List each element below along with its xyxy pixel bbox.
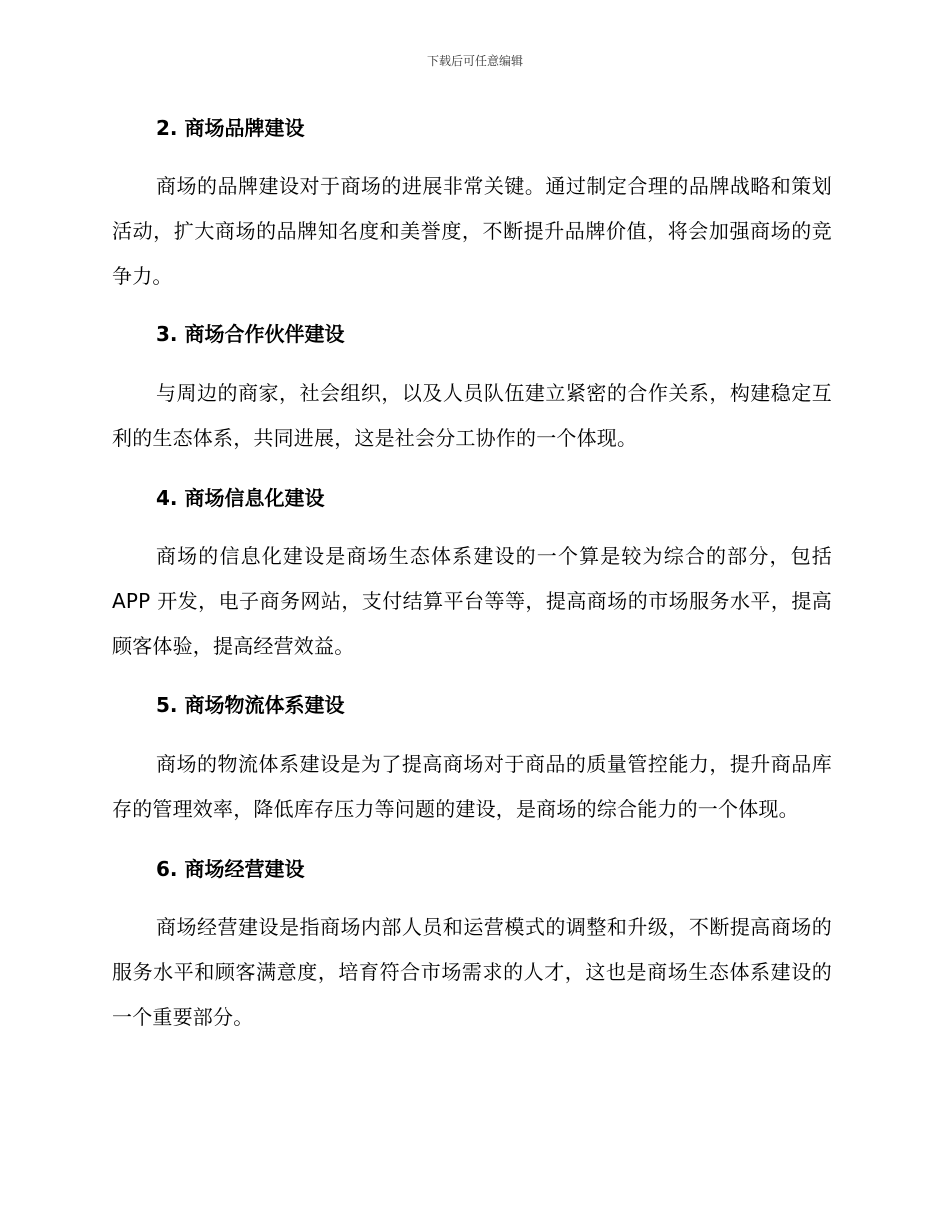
section-body-operations: 商场经营建设是指商场内部人员和运营模式的调整和升级，不断提高商场的服务水平和顾客满意度，培育符合市场需求的人才，这也是商场生态体系建设的一个重要部分。 <box>112 915 832 1029</box>
section-title-brand: 2. 商场品牌建设 <box>156 116 305 140</box>
section-body-informatization: 商场的信息化建设是商场生态体系建设的一个算是较为综合的部分，包括 APP 开发，电子商务网站，支付结算平台等等，提高商场的市场服务水平，提高顾客体验，提高经营效益。 <box>112 544 832 658</box>
section-body-brand: 商场的品牌建设对于商场的进展非常关键。通过制定合理的品牌战略和策划活动，扩大商场的品牌知名度和美誉度，不断提升品牌价值，将会加强商场的竞争力。 <box>112 174 832 288</box>
section-body-logistics: 商场的物流体系建设是为了提高商场对于商品的质量管控能力，提升商品库存的管理效率，降低库存压力等问题的建设，是商场的综合能力的一个体现。 <box>112 752 832 821</box>
page-header: 下载后可任意编辑 <box>426 54 523 68</box>
document-body <box>112 112 832 1040</box>
section-title-logistics: 5. 商场物流体系建设 <box>156 693 345 717</box>
section-title-partners: 3. 商场合作伙伴建设 <box>156 322 345 346</box>
section-title-operations: 6. 商场经营建设 <box>156 857 305 881</box>
section-title-informatization: 4. 商场信息化建设 <box>156 486 325 510</box>
section-body-partners: 与周边的商家，社会组织，以及人员队伍建立紧密的合作关系，构建稳定互利的生态体系，共同进展，这是社会分工协作的一个体现。 <box>112 381 832 450</box>
